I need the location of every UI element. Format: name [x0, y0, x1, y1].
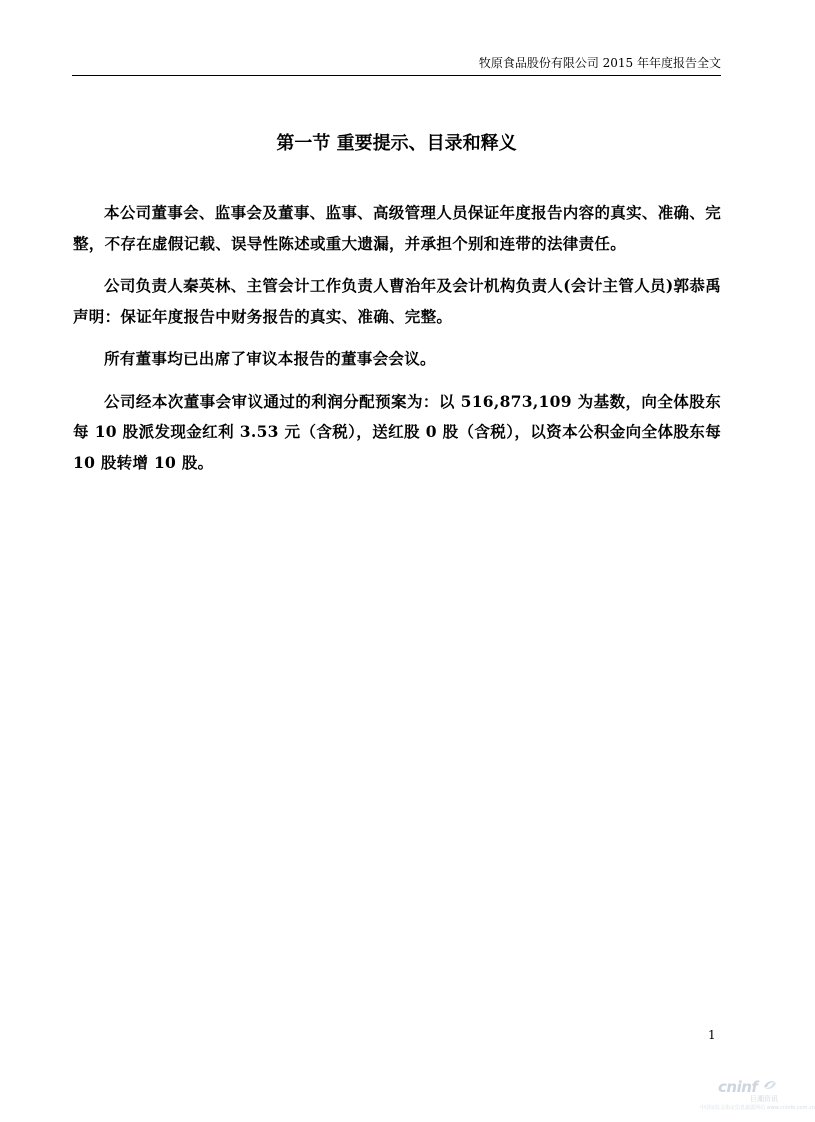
watermark-brand: 巨潮资讯: [750, 1095, 778, 1103]
section-title: 第一节 重要提示、目录和释义: [276, 133, 517, 154]
paragraph-financial-declaration: 公司负责人秦英林、主管会计工作负责人曹治年及会计机构负责人(会计主管人员)郭恭禹声明：保证年度报告中财务报告的真实、准确、完整。: [73, 276, 721, 326]
page-header: [72, 55, 721, 76]
watermark-subtitle: 中国证监会指定信息披露网站 www.cninfo.com.cn: [700, 1105, 815, 1111]
paragraph-profit-distribution: 公司经本次董事会审议通过的利润分配预案为：以 516,873,109 为基数，向全体股东每 10 股派发现金红利 3.53 元（含税），送红股 0 股（含税），以资本公积金向全体股东每 10 股转增 10 股。: [73, 391, 721, 472]
watermark-logo-text: cninf: [718, 1078, 758, 1096]
paragraph-responsibility-statement: 本公司董事会、监事会及董事、监事、高级管理人员保证年度报告内容的真实、准确、完整，不存在虚假记载、误导性陈述或重大遗漏，并承担个别和连带的法律责任。: [73, 203, 721, 253]
document-body: [73, 198, 721, 490]
header-title: 牧原食品股份有限公司 2015 年年度报告全文: [478, 56, 721, 70]
paragraph-attendance: 所有董事均已出席了审议本报告的董事会会议。: [104, 349, 436, 368]
cninfo-watermark-logo: [700, 1078, 815, 1116]
page-number: 1: [708, 1028, 716, 1042]
swirl-icon: [762, 1078, 778, 1092]
